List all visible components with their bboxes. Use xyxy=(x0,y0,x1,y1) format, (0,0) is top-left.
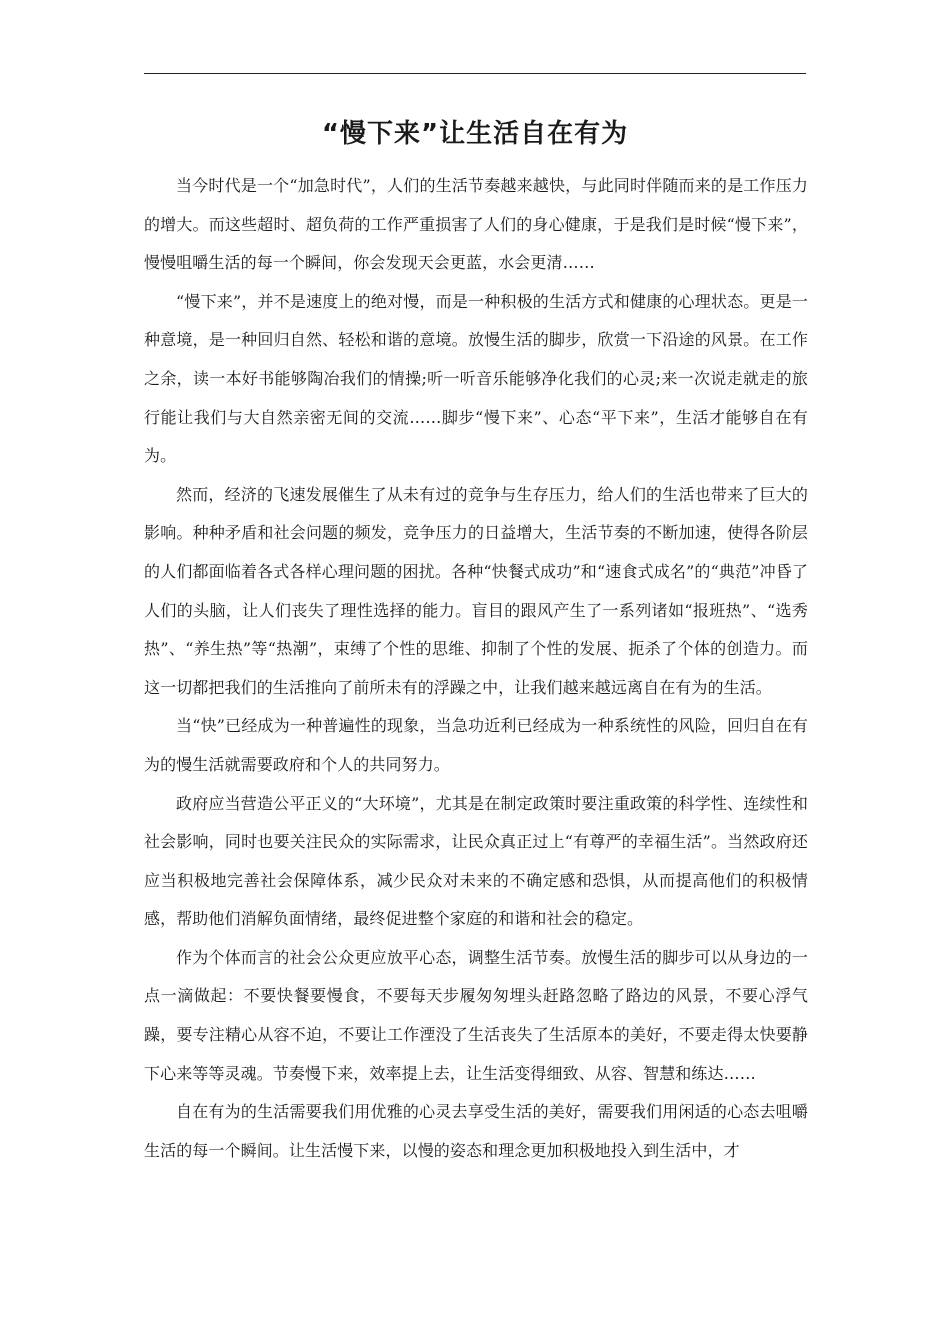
header-rule xyxy=(144,73,806,74)
paragraph-3: 然而，经济的飞速发展催生了从未有过的竞争与生存压力，给人们的生活也带来了巨大的影响。种种矛盾和社会问题的频发，竞争压力的日益增大，生活节奏的不断加速，使得各阶层的人们都面临着各式各样心理问题的困扰。各种“快餐式成功”和“速食式成名”的“典范”冲昏了人们的头脑，让人们丧失了理性选择的能力。盲目的跟风产生了一系列诸如“报班热”、“选秀热”、“养生热”等“热潮”，束缚了个性的思维、抑制了个性的发展、扼杀了个体的创造力。而这一切都把我们的生活推向了前所未有的浮躁之中，让我们越来越远离自在有为的生活。 xyxy=(144,484,808,697)
page-title: “慢下来”让生活自在有为 xyxy=(321,119,629,149)
article-body xyxy=(144,167,808,1170)
paragraph-6: 作为个体而言的社会公众更应放平心态，调整生活节奏。放慢生活的脚步可以从身边的一点一滴做起：不要快餐要慢食，不要每天步履匆匆埋头赶路忽略了路边的风景，不要心浮气躁，要专注精心从容不迫，不要让工作湮没了生活丧失了生活原本的美好，不要走得太快要静下心来等等灵魂。节奏慢下来，效率提上去，让生活变得细致、从容、智慧和练达…… xyxy=(144,947,808,1083)
paragraph-5: 政府应当营造公平正义的“大环境”，尤其是在制定政策时要注重政策的科学性、连续性和社会影响，同时也要关注民众的实际需求，让民众真正过上“有尊严的幸福生活”。当然政府还应当积极地完善社会保障体系，减少民众对未来的不确定感和恐惧，从而提高他们的积极情感，帮助他们消解负面情绪，最终促进整个家庭的和谐和社会的稳定。 xyxy=(144,793,808,929)
paragraph-4: 当“快”已经成为一种普遍性的现象，当急功近利已经成为一种系统性的风险，回归自在有为的慢生活就需要政府和个人的共同努力。 xyxy=(144,716,808,774)
paragraph-2: “慢下来”，并不是速度上的绝对慢，而是一种积极的生活方式和健康的心理状态。更是一种意境，是一种回归自然、轻松和谐的意境。放慢生活的脚步，欣赏一下沿途的风景。在工作之余，读一本好书能够陶冶我们的情操;听一听音乐能够净化我们的心灵;来一次说走就走的旅行能让我们与大自然亲密无间的交流……脚步“慢下来”、心态“平下来”，生活才能够自在有为。 xyxy=(144,291,808,466)
paragraph-1: 当今时代是一个“加急时代”，人们的生活节奏越来越快，与此同时伴随而来的是工作压力的增大。而这些超时、超负荷的工作严重损害了人们的身心健康，于是我们是时候“慢下来”，慢慢咀嚼生活的每一个瞬间，你会发现天会更蓝，水会更清…… xyxy=(144,176,808,273)
paragraph-7: 自在有为的生活需要我们用优雅的心灵去享受生活的美好，需要我们用闲适的心态去咀嚼生活的每一个瞬间。让生活慢下来，以慢的姿态和理念更加积极地投入到生活中，才 xyxy=(144,1102,808,1160)
